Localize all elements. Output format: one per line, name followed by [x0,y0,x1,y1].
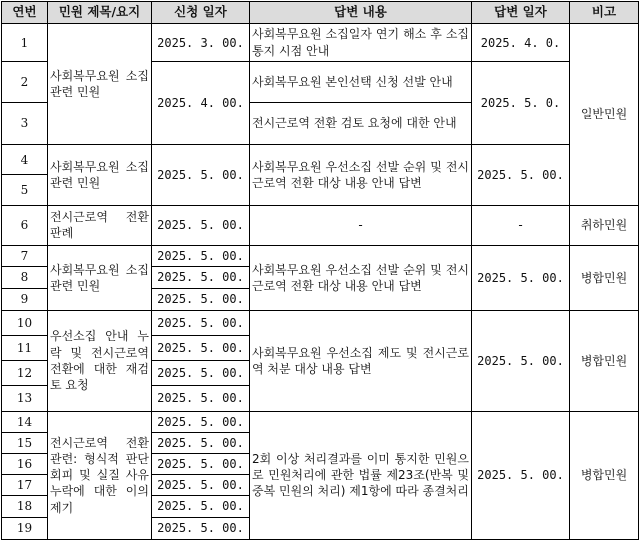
header-remark: 비고 [570,2,639,24]
answer-date-cell: 2025. 5. 00. [472,145,570,206]
apply-date-cell: 2025. 5. 00. [152,335,250,360]
answer-cell: 사회복무요원 본인선택 신청 선발 안내 [250,62,472,102]
row-number: 5 [2,175,48,205]
row-number: 16 [2,454,48,475]
answer-date-cell: 2025. 5. 00. [472,411,570,539]
remark-cell: 병합민원 [570,411,639,539]
table-row [2,310,639,335]
answer-date-cell: 2025. 5. 00. [472,246,570,311]
apply-date-cell: 2025. 4. 00. [152,62,250,145]
subject-cell: 사회복무요원 소집관련 민원 [48,145,152,206]
answer-cell: 사회복무요원 소집일자 연기 해소 후 소집통지 시점 안내 [250,24,472,62]
answer-cell: 사회복무요원 우선소집 제도 및 전시근로역 처분 대상 내용 답변 [250,310,472,411]
subject-cell: 전시근로역 전환 관련: 형식적 판단 회피 및 실질 사유 누락에 대한 이의 제기 [48,411,152,539]
row-number: 8 [2,267,48,288]
apply-date-cell: 2025. 5. 00. [152,475,250,496]
complaint-table [1,1,639,540]
row-number: 19 [2,517,48,539]
answer-date-cell: - [472,205,570,245]
apply-date-cell: 2025. 5. 00. [152,432,250,453]
apply-date-cell: 2025. 5. 00. [152,267,250,288]
row-number: 1 [2,24,48,62]
apply-date-cell: 2025. 3. 00. [152,24,250,62]
apply-date-cell: 2025. 5. 00. [152,386,250,411]
row-number: 11 [2,335,48,360]
apply-date-cell: 2025. 5. 00. [152,310,250,335]
row-number: 7 [2,246,48,267]
table-row [2,205,639,245]
row-number: 3 [2,102,48,144]
header-answer-date: 답변 일자 [472,2,570,24]
answer-cell: - [250,205,472,245]
answer-cell: 사회복무요원 우선소집 선발 순위 및 전시근로역 전환 대상 내용 안내 답변 [250,145,472,206]
subject-cell: 전시근로역 전환 판례 [48,205,152,245]
row-number: 14 [2,411,48,432]
row-number: 10 [2,310,48,335]
row-number: 6 [2,205,48,245]
apply-date-cell: 2025. 5. 00. [152,288,250,310]
answer-date-cell: 2025. 5. 0. [472,62,570,145]
answer-date-cell: 2025. 5. 00. [472,310,570,411]
remark-cell: 병합민원 [570,310,639,411]
header-subject: 민원 제목/요지 [48,2,152,24]
row-number: 15 [2,432,48,453]
answer-cell: 사회복무요원 우선소집 선발 순위 및 전시근로역 전환 대상 내용 안내 답변 [250,246,472,311]
table-row [2,246,639,267]
header-no: 연번 [2,2,48,24]
row-number: 13 [2,386,48,411]
subject-cell: 우선소집 안내 누락 및 전시근로역 전환에 대한 재검토 요청 [48,310,152,411]
apply-date-cell: 2025. 5. 00. [152,361,250,386]
apply-date-cell: 2025. 5. 00. [152,246,250,267]
remark-cell: 병합민원 [570,246,639,311]
answer-cell: 전시근로역 전환 검토 요청에 대한 안내 [250,102,472,144]
header-answer: 답변 내용 [250,2,472,24]
header-row [2,2,639,24]
subject-cell: 사회복무요원 소집관련 민원 [48,246,152,311]
answer-cell: 2회 이상 처리결과를 이미 통지한 민원으로 민원처리에 관한 법률 제23조(반복 및 중복 민원의 처리) 제1항에 따라 종결처리 [250,411,472,539]
row-number: 9 [2,288,48,310]
remark-cell: 일반민원 [570,24,639,206]
header-apply-date: 신청 일자 [152,2,250,24]
apply-date-cell: 2025. 5. 00. [152,205,250,245]
subject-cell: 사회복무요원 소집관련 민원 [48,24,152,145]
row-number: 12 [2,361,48,386]
row-number: 17 [2,475,48,496]
apply-date-cell: 2025. 5. 00. [152,411,250,432]
row-number: 18 [2,496,48,517]
apply-date-cell: 2025. 5. 00. [152,454,250,475]
table-row [2,24,639,62]
apply-date-cell: 2025. 5. 00. [152,517,250,539]
remark-cell: 취하민원 [570,205,639,245]
row-number: 2 [2,62,48,102]
apply-date-cell: 2025. 5. 00. [152,496,250,517]
row-number: 4 [2,145,48,175]
apply-date-cell: 2025. 5. 00. [152,145,250,206]
table-row [2,411,639,432]
answer-date-cell: 2025. 4. 0. [472,24,570,62]
table-row [2,145,639,175]
